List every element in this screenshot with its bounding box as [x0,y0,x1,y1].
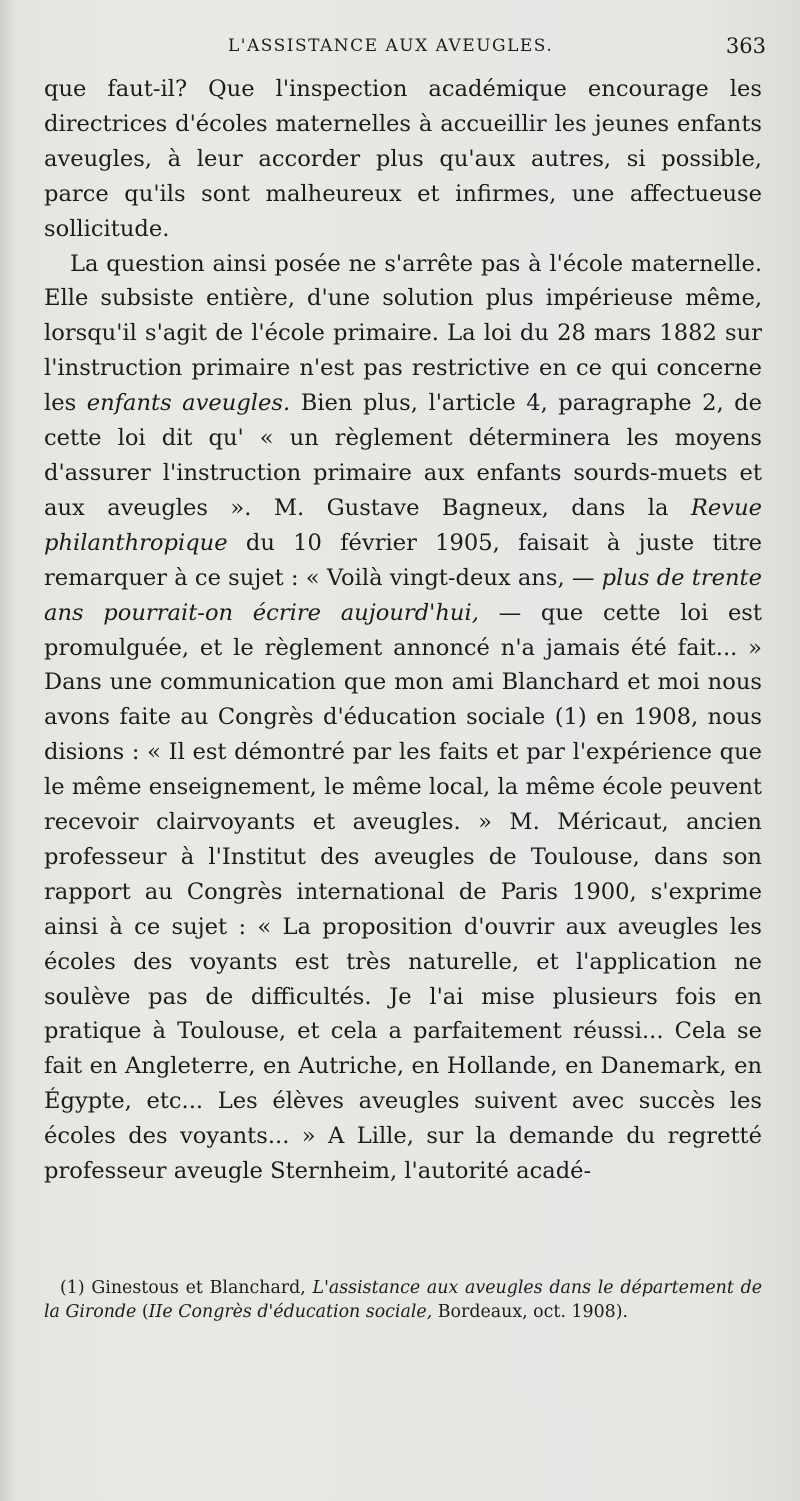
paragraph-2-italic-1: enfants aveugles. [86,390,291,417]
main-text [44,72,762,1189]
paragraph-2-italic-2: Revue philanthropique [44,494,762,556]
footnote-1-text-3: Bordeaux, oct. 1908). [432,1302,629,1322]
paragraph-2-text-2: Bien plus, l'article 4, paragraphe 2, de cette loi dit qu' « un règlement déterminera les moyens d'assurer l'instruction primaire aux enfants sourds-muets et aux aveugles ». M. Gustave Bagneux, dans la [44,390,763,521]
paragraph-2-text-4: — que cette loi est promulguée, et le règlement annoncé n'a jamais été fait... » Dans une communication que mon ami Blanchard et moi nous avons faite au Congrès d'éducation sociale (1) en 1908, nous disions : « Il est démontré par les faits et par l'expérience que le même enseignement, le même local, la même école peuvent recevoir clairvoyants et aveugles. » M. Méricaut, ancien professeur à l'Institut des aveugles de Toulouse, dans son rapport au Congrès international de Paris 1900, s'exprime ainsi à ce sujet : « La proposition d'ouvrir aux aveugles les écoles des voyants est très naturelle, et l'application ne soulève pas de difficultés. Je l'ai mise plusieurs fois en pratique à Toulouse, et cela a parfaitement réussi... Cela se fait en Angleterre, en Autriche, en Hollande, en Danemark, en Égypte, etc... Les élèves aveugles suivent avec succès les écoles des voyants... » A Lille, sur la demande du regretté professeur aveugle Sternheim, l'autorité acadé- [44,599,762,1185]
paragraph-2 [44,247,762,1189]
footnote-1-italic-1: L'assistance aux aveugles dans le département de la Gironde [44,1278,762,1322]
paragraph-2-text-3: du 10 février 1905, faisait à juste titre remarquer à ce sujet : « Voilà vingt-deux ans, — [44,529,762,591]
paragraph-2-text-1: La question ainsi posée ne s'arrête pas à l'école maternelle. Elle subsiste entière, d'une solution plus impérieuse même, lorsqu'il s'agit de l'école primaire. La loi du 28 mars 1882 sur l'instruction primaire n'est pas restrictive en ce qui concerne les [44,250,762,417]
footnote-1-italic-2: IIe Congrès d'éducation sociale, [148,1302,433,1322]
running-head: L'ASSISTANCE AUX AVEUGLES. [228,36,554,56]
page-header [40,34,766,64]
footnote-1 [44,1276,762,1324]
paragraph-1-text: que faut-il? Que l'inspection académique encourage les directrices d'écoles maternelles à accueillir les jeunes enfants aveugles, à leur accorder plus qu'aux autres, si possible, parce qu'ils sont malheureux et infirmes, une affectueuse sollicitude. [44,76,762,242]
page-number: 363 [725,34,766,58]
footnote-1-text-2: ( [136,1302,149,1322]
footnotes [44,1276,762,1324]
paragraph-1 [44,72,762,247]
footnote-1-text-1: (1) Ginestous et Blanchard, [60,1278,313,1298]
paragraph-2-italic-3: plus de trente ans pourrait-on écrire aujourd'hui, [44,564,762,626]
